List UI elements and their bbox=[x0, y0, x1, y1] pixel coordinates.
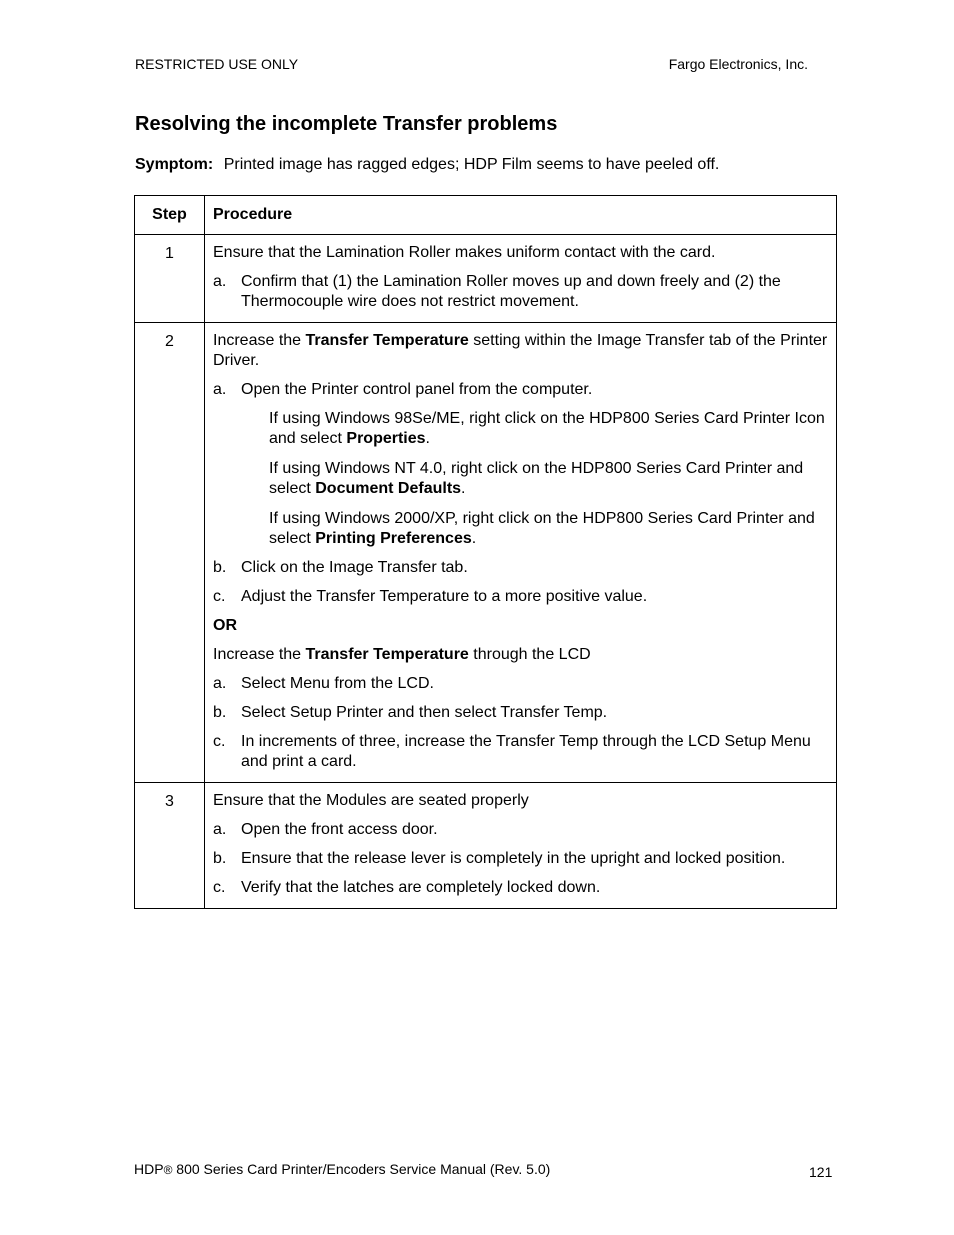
procedure-intro: Ensure that the Modules are seated properly bbox=[213, 792, 529, 809]
list-item-text: In increments of three, increase the Transfer Temp through the LCD Setup Menu and print a card. bbox=[241, 733, 811, 770]
page-title: Resolving the incomplete Transfer problems bbox=[135, 113, 558, 135]
page-number: 121 bbox=[809, 1164, 833, 1180]
list-item bbox=[213, 820, 828, 840]
list-item bbox=[213, 732, 828, 772]
sub-text-end: . bbox=[471, 530, 477, 547]
intro-text-end: setting within the Image Transfer tab of the Printer Driver. bbox=[213, 332, 828, 369]
sub-instruction bbox=[213, 459, 828, 499]
step-number: 1 bbox=[135, 235, 205, 323]
list-item-text: Adjust the Transfer Temperature to a more positive value. bbox=[241, 588, 648, 605]
symptom-line bbox=[135, 156, 719, 174]
intro-bold: Transfer Temperature bbox=[305, 332, 469, 349]
procedure-cell bbox=[205, 323, 837, 783]
list-item-label: a. bbox=[213, 675, 227, 692]
alt-bold: Transfer Temperature bbox=[305, 646, 469, 663]
symptom-label: Symptom: bbox=[135, 156, 214, 173]
procedure-cell bbox=[205, 783, 837, 909]
list-item bbox=[213, 703, 828, 723]
footer-brand: HDP bbox=[134, 1161, 164, 1177]
list-item-text: Select Menu from the LCD. bbox=[241, 675, 434, 692]
list-item-label: c. bbox=[213, 879, 226, 896]
list-item-label: a. bbox=[213, 821, 227, 838]
list-item-label: a. bbox=[213, 381, 227, 398]
sub-text: If using Windows NT 4.0, right click on the HDP800 Series Card Printer and select bbox=[269, 460, 804, 497]
list-item-text: Click on the Image Transfer tab. bbox=[241, 559, 468, 576]
alternative-intro bbox=[213, 645, 828, 665]
sub-instruction bbox=[213, 509, 828, 549]
list-item bbox=[213, 674, 828, 694]
list-item-label: b. bbox=[213, 850, 227, 867]
step-number: 3 bbox=[135, 783, 205, 909]
procedure-cell bbox=[205, 235, 837, 323]
procedure-intro bbox=[213, 331, 828, 371]
list-item-text: Ensure that the release lever is completely in the upright and locked position. bbox=[241, 850, 786, 867]
list-item-text: Confirm that (1) the Lamination Roller moves up and down freely and (2) the Thermocouple wire does not restrict movement. bbox=[241, 273, 781, 310]
footer-title-text: 800 Series Card Printer/Encoders Service Manual (Rev. 5.0) bbox=[172, 1161, 551, 1177]
list-item-label: a. bbox=[213, 273, 227, 290]
table-header-row bbox=[135, 196, 837, 235]
table-row bbox=[135, 235, 837, 323]
list-item bbox=[213, 272, 828, 312]
sub-text: If using Windows 2000/XP, right click on the HDP800 Series Card Printer and select bbox=[269, 510, 815, 547]
header-company: Fargo Electronics, Inc. bbox=[668, 56, 808, 72]
header-restricted: RESTRICTED USE ONLY bbox=[135, 56, 299, 72]
alt-text: Increase the bbox=[213, 646, 306, 663]
footer-manual-title bbox=[134, 1161, 550, 1177]
or-separator bbox=[213, 616, 828, 636]
list-item bbox=[213, 380, 828, 400]
procedure-table bbox=[134, 195, 837, 909]
list-item bbox=[213, 878, 828, 898]
table-row bbox=[135, 783, 837, 909]
list-item-text: Select Setup Printer and then select Transfer Temp. bbox=[241, 704, 608, 721]
registered-mark: ® bbox=[163, 1163, 173, 1177]
list-item-label: c. bbox=[213, 588, 226, 605]
sub-instruction bbox=[213, 409, 828, 449]
list-item bbox=[213, 587, 828, 607]
step-column-header: Step bbox=[135, 196, 205, 235]
sub-text-end: . bbox=[461, 480, 466, 497]
list-item bbox=[213, 849, 828, 869]
procedure-intro: Ensure that the Lamination Roller makes uniform contact with the card. bbox=[213, 244, 716, 261]
sub-bold: Document Defaults bbox=[315, 480, 462, 497]
list-item-label: b. bbox=[213, 704, 227, 721]
list-item-label: c. bbox=[213, 733, 226, 750]
sub-bold: Properties bbox=[346, 430, 426, 447]
list-item-text: Open the front access door. bbox=[241, 821, 438, 838]
or-text: OR bbox=[213, 617, 237, 634]
step-number: 2 bbox=[135, 323, 205, 783]
intro-text: Increase the bbox=[213, 332, 306, 349]
alt-text-end: through the LCD bbox=[468, 646, 591, 663]
symptom-text: Printed image has ragged edges; HDP Film seems to have peeled off. bbox=[223, 156, 720, 173]
procedure-column-header: Procedure bbox=[205, 196, 837, 235]
list-item bbox=[213, 558, 828, 578]
sub-bold: Printing Preferences bbox=[315, 530, 472, 547]
sub-text-end: . bbox=[425, 430, 430, 447]
list-item-text: Open the Printer control panel from the computer. bbox=[241, 381, 593, 398]
list-item-text: Verify that the latches are completely locked down. bbox=[241, 879, 601, 896]
sub-text: If using Windows 98Se/ME, right click on the HDP800 Series Card Printer Icon and select bbox=[269, 410, 825, 447]
list-item-label: b. bbox=[213, 559, 227, 576]
table-row bbox=[135, 323, 837, 783]
